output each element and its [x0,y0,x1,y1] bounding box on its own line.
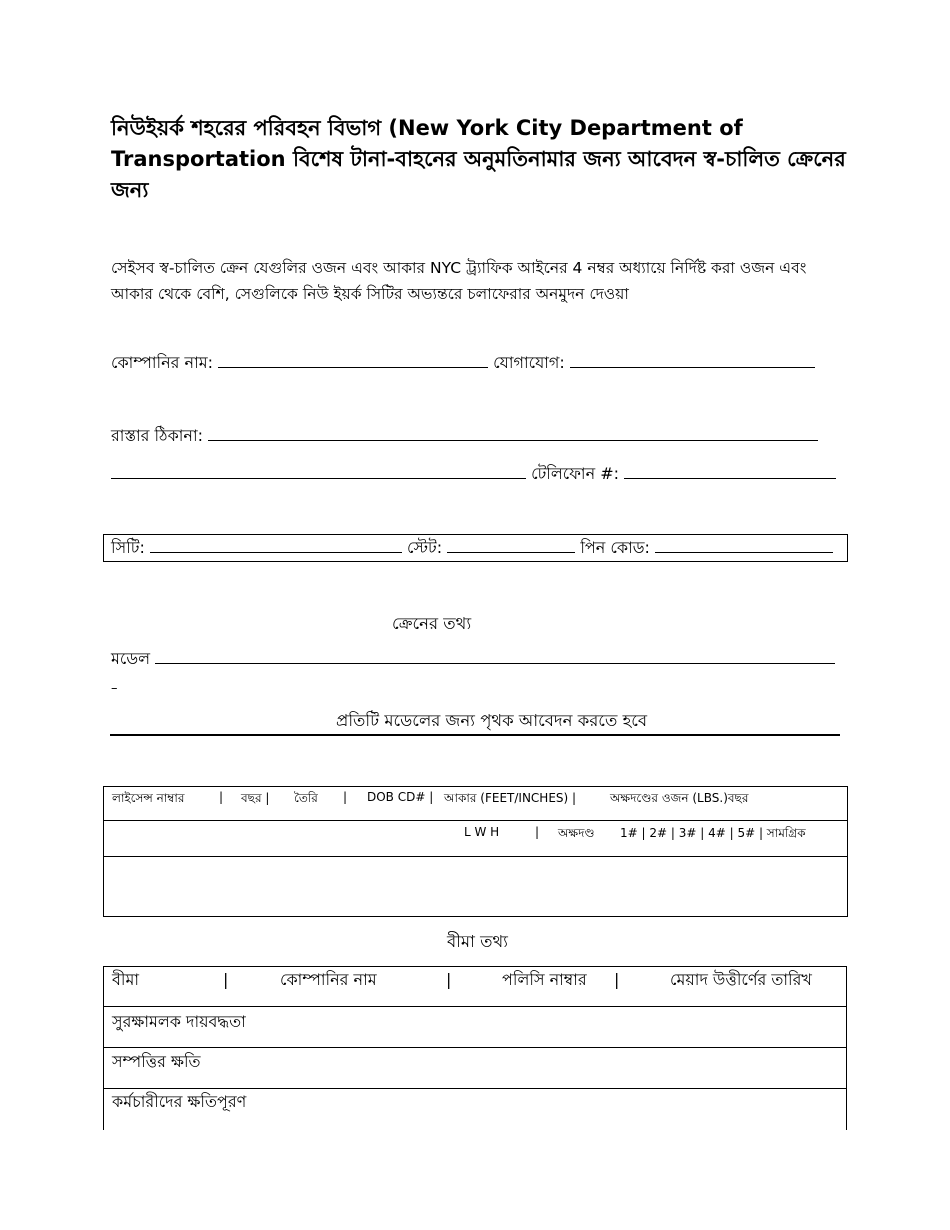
model-dash: – [111,681,118,696]
street-address-label: রাস্তার ঠিকানা: [111,426,204,445]
axle-header: অক্ষদণ্ড [558,826,595,840]
insurance-table-right-border [846,966,847,1130]
model-field[interactable] [155,662,835,664]
insurance-row-liability: সুরক্ষামলক দায়বদ্ধতা [112,1012,246,1031]
insurance-table-top-border [103,966,847,967]
contact-field[interactable] [570,366,815,368]
separate-application-note: প্রতিটি মডেলের জন্য পৃথক আবেদন করতে হবে [336,711,648,730]
insurance-row-divider [103,1088,847,1089]
insurance-row-divider [103,1006,847,1007]
city-field[interactable] [150,551,402,553]
crane-table-sep: | [343,790,348,804]
insurance-table-sep: | [614,970,620,989]
insurance-info-heading: বীমা তথ্য [447,932,508,951]
insurance-table-sep: | [223,970,229,989]
city-state-zip-row [111,537,833,559]
telephone-label: টেলিফোন #: [531,464,619,483]
telephone-field[interactable] [624,477,836,479]
crane-data-entry-cell[interactable] [104,857,845,914]
company-name-row [111,352,815,374]
crane-table-sep: | [535,825,540,839]
street-address-field-2[interactable] [111,477,526,479]
zip-label: পিন কোড: [580,538,650,557]
street-address-field[interactable] [208,439,818,441]
policy-number-header: পলিসি নাম্বার [502,970,587,989]
year-header: বছর | [241,791,270,805]
make-header: তৈরি [294,791,318,805]
insurance-header: বীমা [112,970,140,989]
insurance-row-workers-comp: কর্মচারীদের ক্ষতিপূরণ [112,1092,247,1111]
company-name-field[interactable] [218,366,488,368]
axle-weight-header: অক্ষদণ্ডের ওজন (LBS.)বছর [610,791,749,805]
license-header: লাইসেন্স নাম্বার [112,791,185,805]
contact-label: যোগাযোগ: [493,353,565,372]
crane-table-sep: | [219,790,224,804]
insurance-table-sep: | [446,970,452,989]
insurance-row-divider [103,1047,847,1048]
city-label: সিটি: [111,538,145,557]
company-name-header: কোম্পানির নাম [280,970,377,989]
crane-info-heading: ক্রেনের তথ্য [392,614,472,633]
intro-text: সেইসব স্ব-চালিত ক্রেন যেগুলির ওজন এবং আকার NYC ট্র্যাফিক আইনের 4 নম্বর অধ্যায়ে নির্দিষ্ট করা ওজন এবং আকার থেকে বেশি, সেগুলিকে নিউ ইয়র্ক সিটির অভ্যন্তরে চলাফেরার অনমুদন দেওয়া [111,259,807,303]
lwh-header: L W H [464,825,500,839]
street-address-row [111,425,818,447]
axle-numbers-header: 1# | 2# | 3# | 4# | 5# | সামগ্রিক [620,826,806,840]
expiry-date-header: মেয়াদ উত্তীর্ণের তারিখ [670,970,812,989]
company-name-label: কোম্পানির নাম: [111,353,213,372]
crane-table-divider-1 [103,820,847,821]
divider [110,734,840,736]
insurance-row-property-damage: সম্পত্তির ক্ষতি [112,1052,201,1071]
zip-field[interactable] [655,551,833,553]
insurance-table-left-border [103,966,104,1130]
state-field[interactable] [447,551,575,553]
page-title: নিউইয়র্ক শহরের পরিবহন বিভাগ (New York City Department of Transportation বিশেষ টানা-বাহনের অনুমতিনামার জন্য আবেদন স্ব-চালিত ক্রেনের জন্য [111,116,846,202]
model-label: মডেল [111,649,151,668]
dob-header: DOB CD# | [367,790,434,804]
size-header: আকার (FEET/INCHES) | [444,791,577,805]
model-row [111,648,835,670]
telephone-row [111,463,836,485]
state-label: স্টেট: [407,538,443,557]
